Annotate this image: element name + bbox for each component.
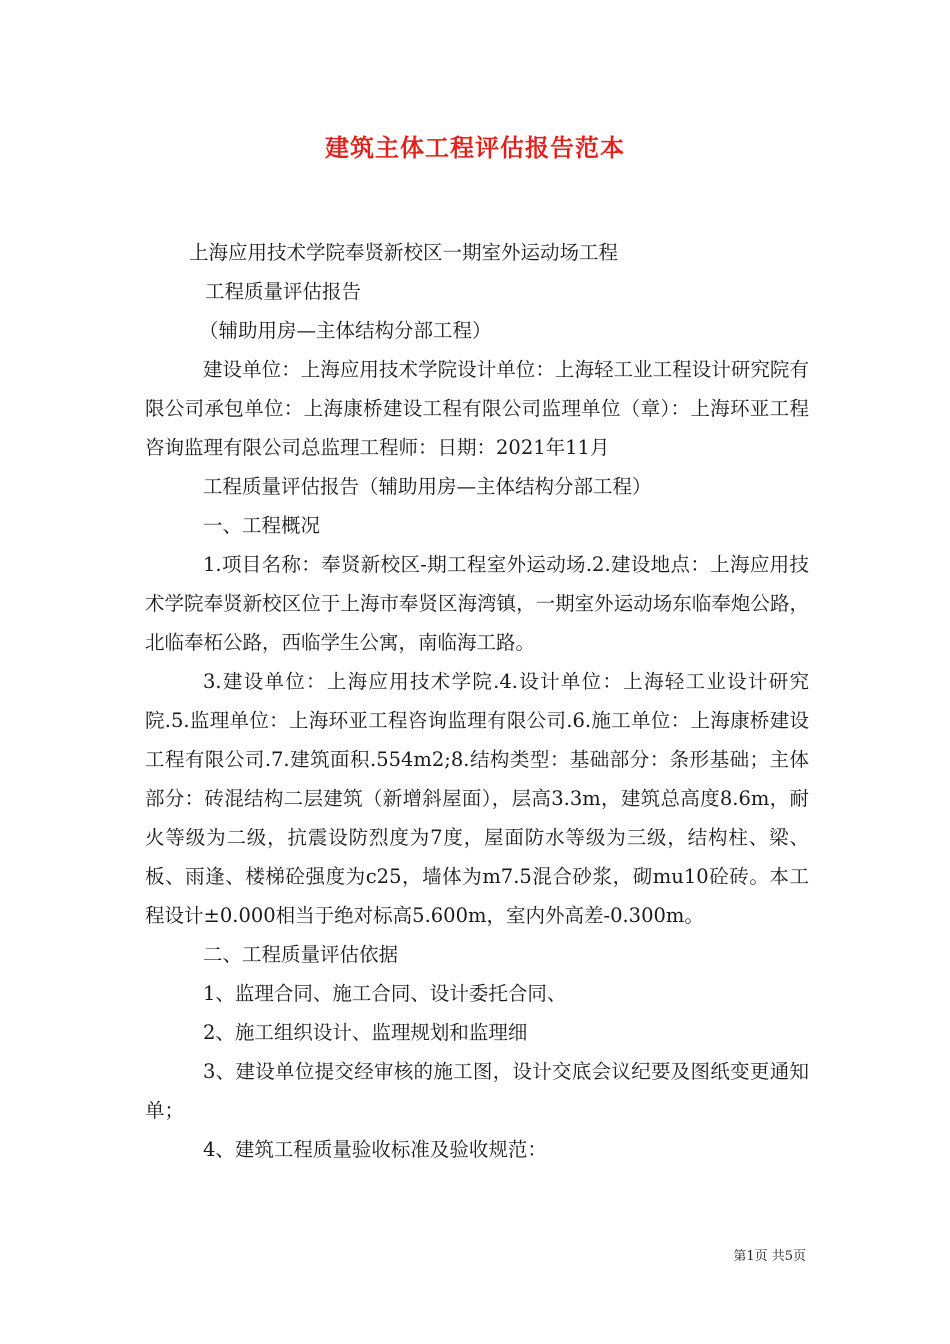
report-subtitle: 工程质量评估报告 [205, 280, 362, 303]
basis-item-3: 3、建设单位提交经审核的施工图，设计交底会议纪要及图纸变更通知单； [145, 1060, 809, 1122]
document-body [145, 233, 809, 1169]
basis-item-1: 1、监理合同、施工合同、设计委托合同、 [203, 982, 567, 1005]
basis-item-4: 4、建筑工程质量验收标准及验收规范： [203, 1138, 547, 1161]
report-scope: （辅助用房—主体结构分部工程） [199, 319, 492, 342]
project-name: 上海应用技术学院奉贤新校区一期室外运动场工程 [189, 241, 619, 264]
section-heading-overview: 一、工程概况 [203, 514, 321, 537]
overview-paragraph-1: 1.项目名称：奉贤新校区-期工程室外运动场.2.建设地点：上海应用技术学院奉贤新校区位于上海市奉贤区海湾镇，一期室外运动场东临奉炮公路，北临奉柘公路，西临学生公寓，南临海工路。 [145, 553, 809, 654]
page-number-footer: 第1页 共5页 [733, 1249, 806, 1264]
section-heading-basis: 二、工程质量评估依据 [203, 943, 399, 966]
overview-paragraph-2: 3.建设单位：上海应用技术学院.4.设计单位：上海轻工业设计研究院.5.监理单位：上海环亚工程咨询监理有限公司.6.施工单位：上海康桥建设工程有限公司.7.建筑面积.554m2;8.结构类型：基础部分：条形基础；主体部分：砖混结构二层建筑（新增斜屋面），层高3.3m，建筑总高度8.6m，耐火等级为二级，抗震设防烈度为7度，屋面防水等级为三级，结构柱、梁、板、雨逢、楼梯砼强度为c25，墙体为m7.5混合砂浆，砌mu10砼砖。本工程设计±0.000相当于绝对标高5.600m，室内外高差-0.300m。 [145, 670, 809, 927]
parties-paragraph: 建设单位：上海应用技术学院设计单位：上海轻工业工程设计研究院有限公司承包单位：上海康桥建设工程有限公司监理单位（章）：上海环亚工程咨询监理有限公司总监理工程师：日期：2021年11月 [145, 358, 809, 459]
basis-item-2: 2、施工组织设计、监理规划和监理细 [203, 1021, 528, 1044]
report-heading: 工程质量评估报告（辅助用房—主体结构分部工程） [203, 475, 652, 498]
document-title: 建筑主体工程评估报告范本 [325, 133, 625, 162]
